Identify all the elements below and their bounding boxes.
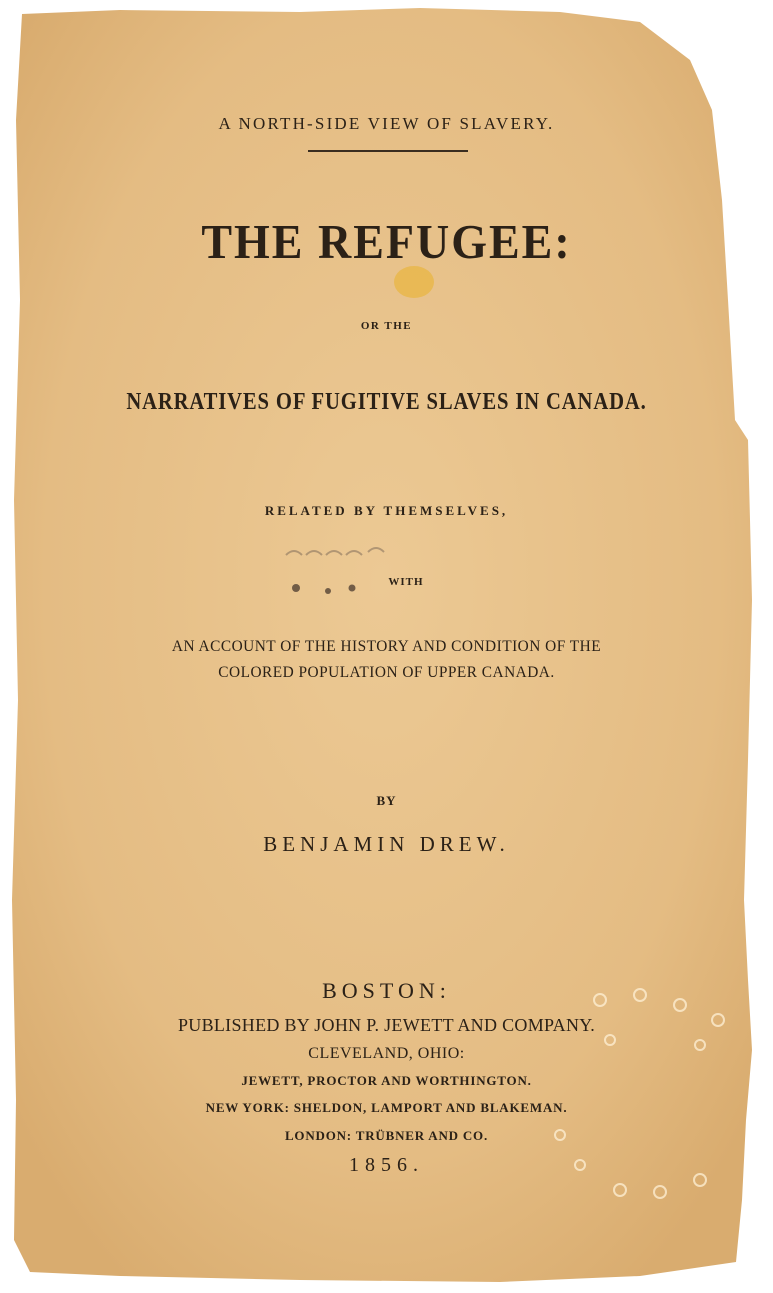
account-line-2: COLORED POPULATION OF UPPER CANADA. — [218, 664, 555, 681]
publisher-line-1: PUBLISHED BY JOHN P. JEWETT AND COMPANY. — [177, 1015, 596, 1035]
publication-city: BOSTON: — [322, 978, 451, 1003]
author-name: BENJAMIN DREW. — [263, 832, 510, 856]
by-text: BY — [376, 793, 397, 808]
yellow-stain — [394, 266, 434, 298]
divider-rule — [308, 150, 468, 152]
account-line-1: AN ACCOUNT OF THE HISTORY AND CONDITION OF THE — [171, 638, 602, 655]
publisher-line-3: JEWETT, PROCTOR AND WORTHINGTON. — [241, 1073, 532, 1088]
publisher-line-2: CLEVELAND, OHIO: — [308, 1045, 465, 1062]
book-title: THE REFUGEE: — [201, 214, 572, 269]
with-text: WITH — [388, 576, 424, 588]
publisher-line-4: NEW YORK: SHELDON, LAMPORT AND BLAKEMAN. — [205, 1100, 568, 1115]
publisher-line-5: LONDON: TRÜBNER AND CO. — [284, 1128, 489, 1143]
or-the-text: OR THE — [360, 320, 413, 332]
related-text: RELATED BY THEMSELVES, — [264, 503, 509, 518]
book-subtitle: NARRATIVES OF FUGITIVE SLAVES IN CANADA. — [126, 389, 647, 415]
series-title: A NORTH-SIDE VIEW OF SLAVERY. — [218, 114, 555, 133]
publication-year: 1856. — [349, 1154, 424, 1176]
